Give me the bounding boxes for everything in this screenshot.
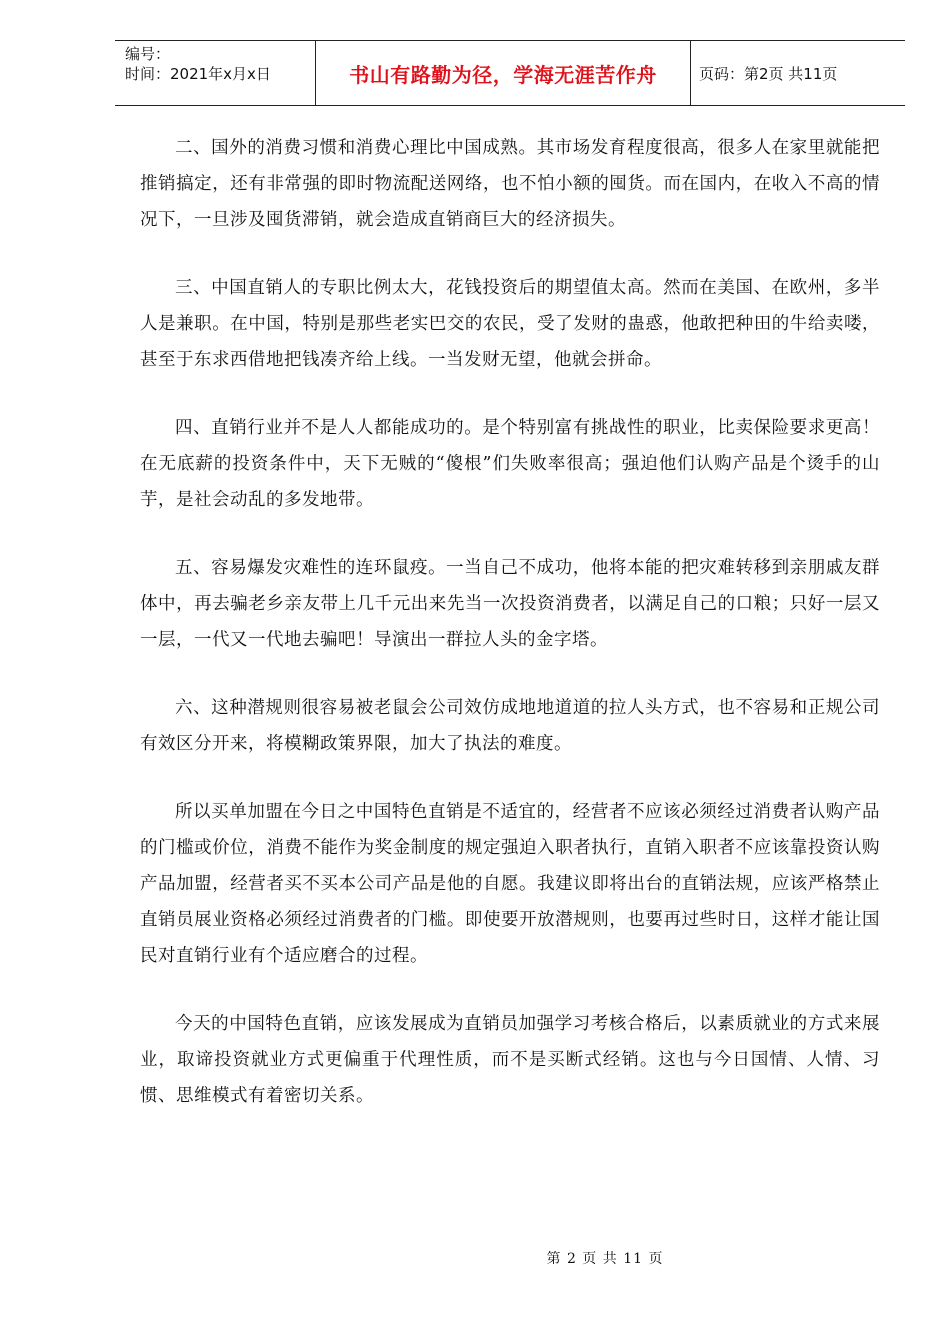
number-label: 编号： (125, 45, 171, 63)
document-body (140, 130, 880, 1146)
header-motto-cell (315, 41, 691, 105)
paragraph: 二、国外的消费习惯和消费心理比中国成熟。其市场发育程度很高，很多人在家里就能把推销搞定，还有非常强的即时物流配送网络，也不怕小额的囤货。而在国内，在收入不高的情况下，一旦涉及囤货滞销，就会造成直销商巨大的经济损失。 (140, 138, 880, 230)
paragraph: 所以买单加盟在今日之中国特色直销是不适宜的，经营者不应该必须经过消费者认购产品的门槛或价位，消费不能作为奖金制度的规定强迫入职者执行，直销入职者不应该靠投资认购产品加盟，经营者买不买本公司产品是他的自愿。我建议即将出台的直销法规，应该严格禁止直销员展业资格必须经过消费者的门槛。即使要开放潜规则，也要再过些时日，这样才能让国民对直销行业有个适应磨合的过程。 (140, 802, 880, 966)
footer-page-number: 第 2 页 共 11 页 (546, 1251, 664, 1267)
page-footer (0, 1248, 950, 1268)
paragraph: 六、这种潜规则很容易被老鼠会公司效仿成地地道道的拉人头方式，也不容易和正规公司有效区分开来，将模糊政策界限，加大了执法的难度。 (140, 698, 880, 754)
header-page-cell (691, 41, 905, 105)
motto-text: 书山有路勤为径，学海无涯苦作舟 (349, 62, 657, 87)
paragraph: 四、直销行业并不是人人都能成功的。是个特别富有挑战性的职业，比卖保险要求更高！在无底薪的投资条件中，天下无贼的“傻根”们失败率很高；强迫他们认购产品是个烫手的山芋，是社会动乱的多发地带。 (140, 418, 880, 510)
paragraph: 五、容易爆发灾难性的连环鼠疫。一当自己不成功，他将本能的把灾难转移到亲朋戚友群体中，再去骗老乡亲友带上几千元出来先当一次投资消费者，以满足自己的口粮；只好一层又一层，一代又一代地去骗吧！导演出一群拉人头的金字塔。 (140, 558, 880, 650)
paragraph: 今天的中国特色直销，应该发展成为直销员加强学习考核合格后，以素质就业的方式来展业，取谛投资就业方式更偏重于代理性质，而不是买断式经销。这也与今日国情、人情、习惯、思维模式有着密切关系。 (140, 1014, 880, 1106)
paragraph: 三、中国直销人的专职比例太大，花钱投资后的期望值太高。然而在美国、在欧州，多半人是兼职。在中国，特别是那些老实巴交的农民，受了发财的蛊惑，他敢把种田的牛给卖喽，甚至于东求西借地把钱凑齐给上线。一当发财无望，他就会拼命。 (140, 278, 880, 370)
header-meta (115, 41, 315, 105)
page-header (115, 40, 905, 106)
page-info: 页码：第2页 共11页 (699, 64, 838, 83)
date-label: 时间：2021年x月x日 (125, 65, 271, 83)
